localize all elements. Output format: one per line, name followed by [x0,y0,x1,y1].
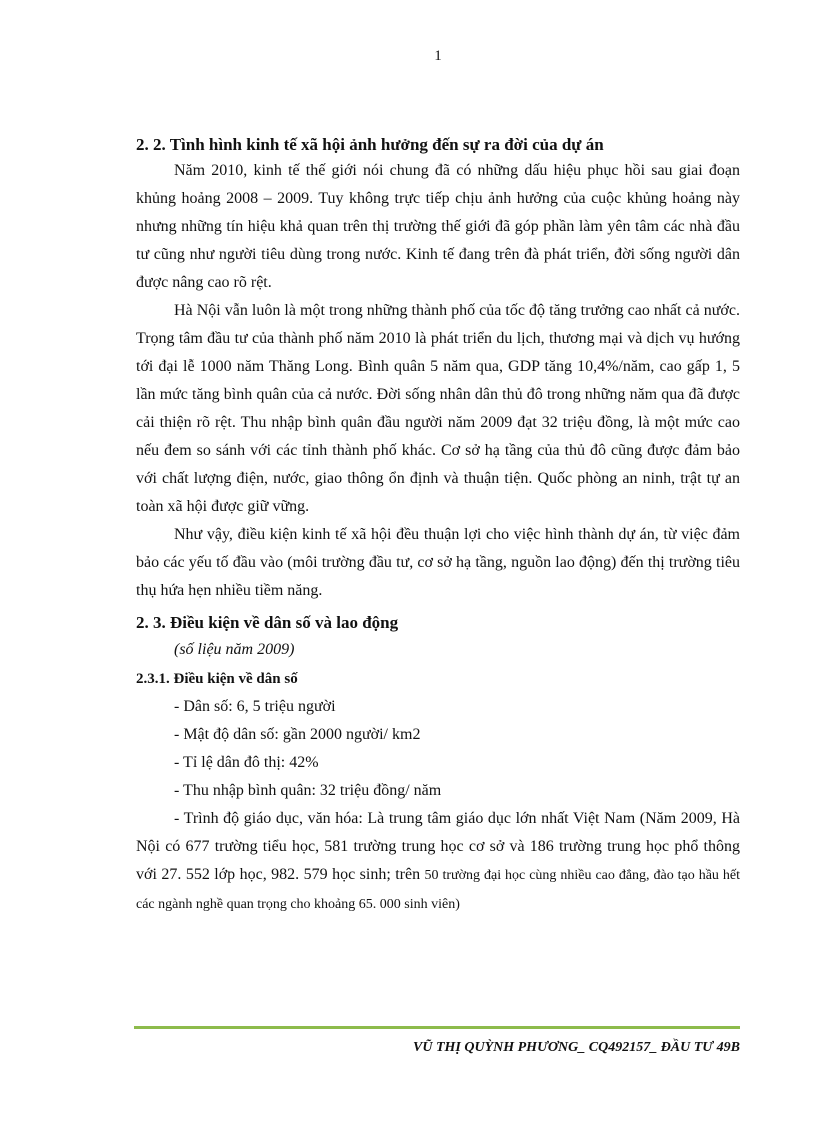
paragraph: Như vậy, điều kiện kinh tế xã hội đều thuận lợi cho việc hình thành dự án, từ việc đảm bảo các yếu tố đầu vào (môi trường đầu tư, cơ sở hạ tầng, nguồn lao động) đến thị trường tiêu thụ hứa hẹn nhiều tiềm năng. [136,526,740,599]
education-text-main: - Trình độ giáo dục, văn hóa: Là trung tâm giáo dục lớn nhất Việt Nam (Năm 2009, Hà Nội có 677 trường tiểu học, 581 trường trung học cơ sở và 186 trường trung học phổ thông với 27. 552 lớp học, 982. 579 học sinh; trên [136,810,740,883]
document-body [136,133,740,919]
paragraph: Năm 2010, kinh tế thế giới nói chung đã có những dấu hiệu phục hồi sau giai đoạn khủng hoảng 2008 – 2009. Tuy không trực tiếp chịu ảnh hưởng của cuộc khủng hoảng này nhưng những tín hiệu khả quan trên thị trường thế giới đã góp phần làm yên tâm các nhà đầu tư cũng như người tiêu dùng trong nước. Kinh tế đang trên đà phát triển, đời sống người dân được nâng cao rõ rệt. [136,162,740,291]
section-2-2-heading: 2. 2. Tình hình kinh tế xã hội ảnh hưởng đến sự ra đời của dự án [136,135,604,154]
data-year-note: (số liệu năm 2009) [174,641,295,658]
page-number: 1 [434,48,442,64]
paragraph: Hà Nội vẫn luôn là một trong những thành phố của tốc độ tăng trưởng cao nhất cả nước. Trọng tâm đầu tư của thành phố năm 2010 là phát triển du lịch, thương mại và dịch vụ hướng tới đại lễ 1000 năm Thăng Long. Bình quân 5 năm qua, GDP tăng 10,4%/năm, cao gấp 1, 5 lần mức tăng bình quân của cả nước. Đời sống nhân dân thủ đô trong những năm qua đã được cải thiện rõ rệt. Thu nhập bình quân đầu người năm 2009 đạt 32 triệu đồng, là một mức cao nếu đem so sánh với các tỉnh thành phố khác. Cơ sở hạ tầng của thủ đô cũng được đảm bảo với chất lượng điện, nước, giao thông ổn định và thuận tiện. Quốc phòng an ninh, trật tự an toàn xã hội được giữ vững. [136,302,740,515]
education-text-small: 50 trường đại học cùng nhiều cao đẳng, đào tạo hầu hết các ngành nghề quan trọng cho khoảng 65. 000 sinh viên) [136,868,740,912]
section-2-3-heading: 2. 3. Điều kiện về dân số và lao động [136,613,399,632]
education-paragraph [136,805,740,919]
footer-author-line: VŨ THỊ QUỲNH PHƯƠNG_ CQ492157_ ĐẦU TƯ 49B [413,1040,740,1055]
footer-rule [134,1026,740,1029]
list-item: - Mật độ dân số: gần 2000 người/ km2 [174,726,421,743]
list-item: - Thu nhập bình quân: 32 triệu đồng/ năm [174,782,442,799]
list-item: - Dân số: 6, 5 triệu người [174,698,336,715]
section-2-3-1-heading: 2.3.1. Điều kiện về dân số [136,671,298,687]
list-item: - Tỉ lệ dân đô thị: 42% [174,754,319,771]
